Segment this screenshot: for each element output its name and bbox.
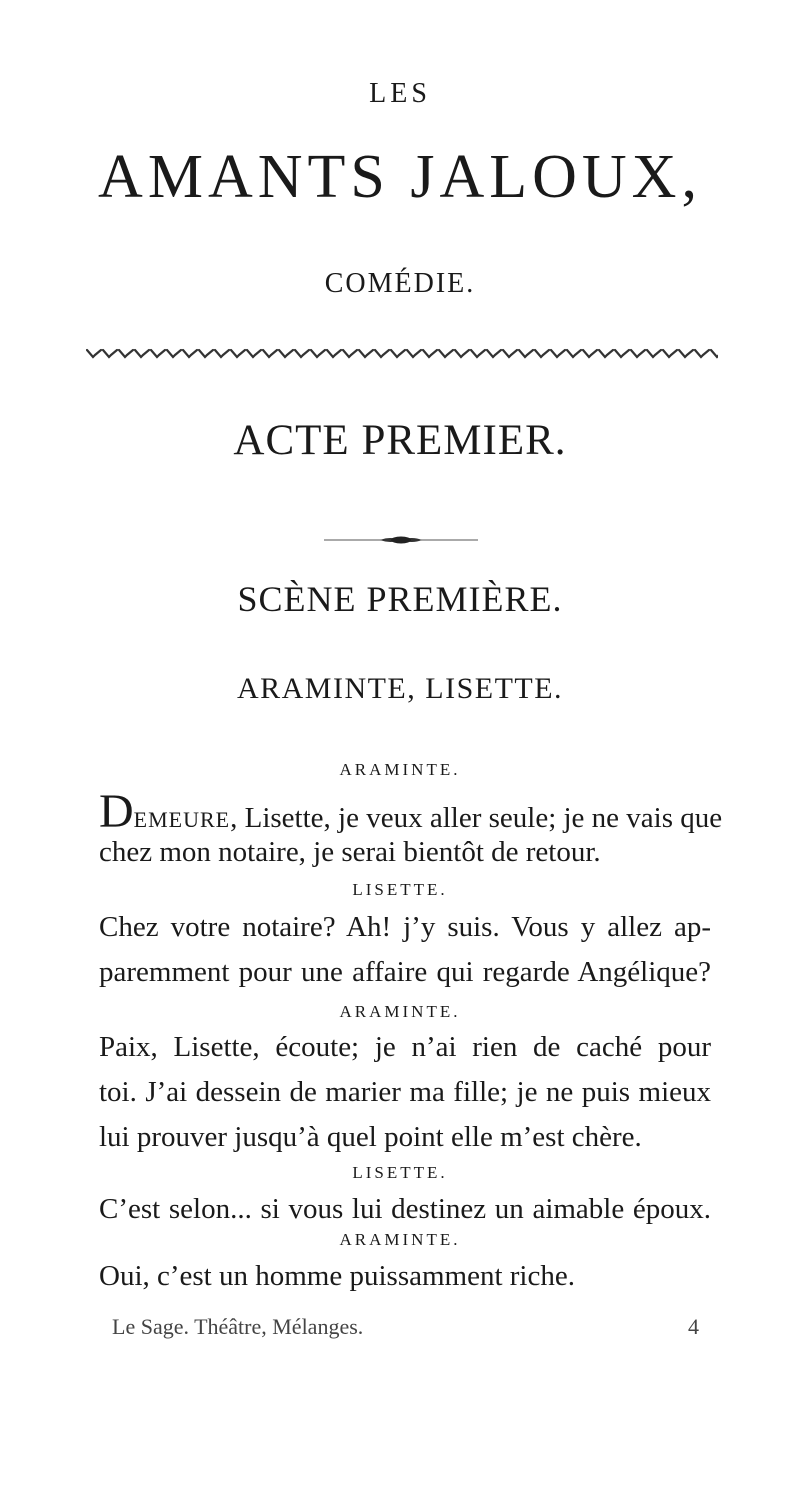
dialogue-line: [99, 785, 723, 838]
drop-cap: D: [99, 785, 134, 838]
speaker-name: LISETTE.: [352, 880, 448, 899]
dialogue-line: C’est selon... si vous lui destinez un aimable époux.: [99, 1193, 711, 1225]
play-title: AMANTS JALOUX,: [98, 143, 702, 211]
dialogue-line: chez mon notaire, je serai bientôt de retour.: [99, 836, 601, 868]
speaker-name: ARAMINTE.: [339, 1002, 461, 1021]
ornamental-border: [86, 347, 718, 359]
decorative-rule: [322, 535, 480, 545]
dialogue-line: Oui, c’est un homme puissamment riche.: [99, 1260, 575, 1292]
line-text: , Lisette, je veux aller seule; je ne vais que: [230, 802, 723, 834]
speaker-name: LISETTE.: [352, 1163, 448, 1182]
play-genre: COMÉDIE.: [324, 268, 476, 299]
signature-number: 4: [688, 1314, 699, 1339]
dialogue-line: Paix, Lisette, écoute; je n’ai rien de caché pour: [99, 1031, 711, 1063]
speaker-name: ARAMINTE.: [339, 1230, 461, 1249]
scene-heading: SCÈNE PREMIÈRE.: [237, 579, 563, 619]
speaker-name: ARAMINTE.: [339, 760, 461, 779]
title-kicker: LES: [369, 78, 431, 109]
dialogue-line: Chez votre notaire? Ah! j’y suis. Vous y allez ap-: [99, 911, 711, 943]
act-heading: ACTE PREMIER.: [233, 417, 567, 464]
small-caps-word: EMEURE: [133, 807, 231, 832]
characters-list: ARAMINTE, LISETTE.: [236, 672, 564, 705]
dialogue-line: paremment pour une affaire qui regarde Angélique?: [99, 956, 711, 988]
signature-mark: Le Sage. Théâtre, Mélanges.: [112, 1314, 364, 1339]
dialogue-line: lui prouver jusqu’à quel point elle m’est chère.: [99, 1121, 642, 1153]
dialogue-line: toi. J’ai dessein de marier ma fille; je ne puis mieux: [99, 1076, 711, 1108]
